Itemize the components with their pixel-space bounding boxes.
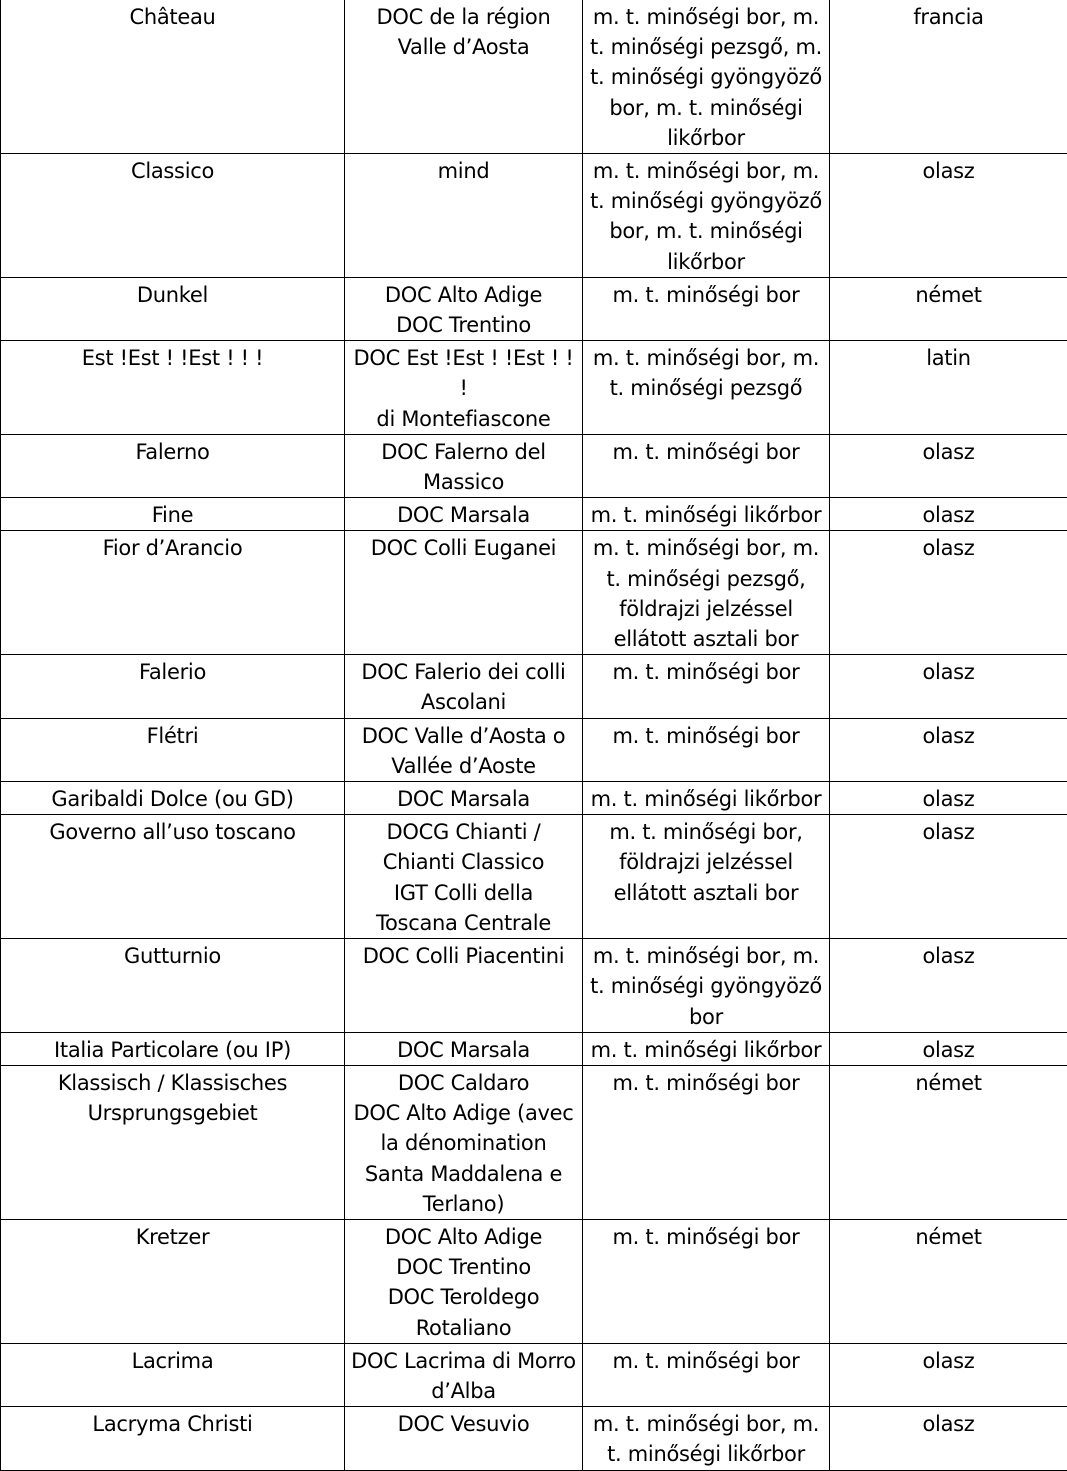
term-cell	[1, 341, 345, 435]
language-cell	[830, 531, 1067, 655]
category-cell-text: m. t. minőségi bor, földrajzi jelzéssel ellátott asztali bor	[585, 817, 827, 908]
category-cell	[583, 1065, 830, 1219]
term-cell	[1, 0, 345, 154]
table-row	[1, 1407, 1067, 1470]
term-cell	[1, 939, 345, 1033]
category-cell	[583, 939, 830, 1033]
language-cell-text: olasz	[832, 533, 1065, 563]
term-cell-text: Dunkel	[3, 280, 342, 310]
language-cell	[830, 154, 1067, 278]
table-row	[1, 939, 1067, 1033]
category-cell-text: m. t. minőségi bor, m. t. minőségi pezsgő	[585, 343, 827, 403]
wines-cell-text: DOC Alto Adige DOC Trentino DOC Teroldego Rotaliano	[347, 1222, 580, 1343]
language-cell-text: német	[832, 280, 1065, 310]
wines-cell-text: DOC Falerio dei colli Ascolani	[347, 657, 580, 717]
term-cell	[1, 655, 345, 718]
term-cell-text: Gutturnio	[3, 941, 342, 971]
category-cell-text: m. t. minőségi bor	[585, 657, 827, 687]
language-cell-text: német	[832, 1068, 1065, 1098]
language-cell-text: olasz	[832, 156, 1065, 186]
category-cell-text: m. t. minőségi bor	[585, 721, 827, 751]
table-row	[1, 277, 1067, 340]
category-cell	[583, 1032, 830, 1065]
table-row	[1, 782, 1067, 815]
category-cell-text: m. t. minőségi bor	[585, 280, 827, 310]
category-cell	[583, 1343, 830, 1406]
language-cell-text: olasz	[832, 941, 1065, 971]
language-cell	[830, 1065, 1067, 1219]
table-row	[1, 154, 1067, 278]
language-cell	[830, 718, 1067, 781]
wines-cell-text: DOC Valle d’Aosta o Vallée d’Aoste	[347, 721, 580, 781]
language-cell	[830, 655, 1067, 718]
wines-cell	[345, 1065, 583, 1219]
wines-cell-text: DOC Marsala	[347, 1035, 580, 1065]
category-cell	[583, 498, 830, 531]
table-row	[1, 531, 1067, 655]
table-row	[1, 1219, 1067, 1343]
language-cell-text: olasz	[832, 1035, 1065, 1065]
wines-cell	[345, 1343, 583, 1406]
language-cell	[830, 1407, 1067, 1470]
category-cell	[583, 1407, 830, 1470]
language-cell	[830, 1032, 1067, 1065]
term-cell-text: Italia Particolare (ou IP)	[3, 1035, 342, 1065]
category-cell-text: m. t. minőségi likőrbor	[585, 1035, 827, 1065]
wines-cell-text: DOCG Chianti / Chianti Classico IGT Colli della Toscana Centrale	[347, 817, 580, 938]
wines-cell-text: DOC Caldaro DOC Alto Adige (avec la dénomination Santa Maddalena e Terlano)	[347, 1068, 580, 1219]
table-row	[1, 655, 1067, 718]
wines-cell	[345, 1407, 583, 1470]
category-cell-text: m. t. minőségi bor, m. t. minőségi pezsgő, m. t. minőségi gyöngyöző bor, m. t. minőségi likőrbor	[585, 2, 827, 153]
language-cell-text: olasz	[832, 657, 1065, 687]
language-cell-text: olasz	[832, 817, 1065, 847]
term-cell-text: Garibaldi Dolce (ou GD)	[3, 784, 342, 814]
category-cell	[583, 655, 830, 718]
category-cell-text: m. t. minőségi bor, m. t. minőségi likőrbor	[585, 1409, 827, 1469]
wines-cell	[345, 718, 583, 781]
category-cell	[583, 154, 830, 278]
wines-cell-text: DOC Falerno del Massico	[347, 437, 580, 497]
wines-cell	[345, 655, 583, 718]
term-cell-text: Governo all’uso toscano	[3, 817, 342, 847]
category-cell-text: m. t. minőségi likőrbor	[585, 500, 827, 530]
table-row	[1, 815, 1067, 939]
term-cell-text: Lacrima	[3, 1346, 342, 1376]
term-cell	[1, 1219, 345, 1343]
term-cell-text: Fine	[3, 500, 342, 530]
language-cell-text: francia	[832, 2, 1065, 32]
term-cell	[1, 154, 345, 278]
wines-cell	[345, 939, 583, 1033]
table-body	[1, 0, 1067, 1470]
category-cell-text: m. t. minőségi bor, m. t. minőségi gyöngyöző bor, m. t. minőségi likőrbor	[585, 156, 827, 277]
wines-cell-text: DOC Marsala	[347, 784, 580, 814]
language-cell	[830, 939, 1067, 1033]
category-cell-text: m. t. minőségi bor	[585, 1222, 827, 1252]
term-cell	[1, 1065, 345, 1219]
wines-cell	[345, 0, 583, 154]
language-cell	[830, 782, 1067, 815]
term-cell-text: Falerio	[3, 657, 342, 687]
term-cell	[1, 1343, 345, 1406]
category-cell-text: m. t. minőségi likőrbor	[585, 784, 827, 814]
language-cell	[830, 1219, 1067, 1343]
term-cell-text: Lacryma Christi	[3, 1409, 342, 1439]
category-cell-text: m. t. minőségi bor	[585, 437, 827, 467]
wines-cell-text: DOC Alto Adige DOC Trentino	[347, 280, 580, 340]
term-cell-text: Est !Est ! !Est ! ! !	[3, 343, 342, 373]
language-cell	[830, 498, 1067, 531]
wines-cell	[345, 341, 583, 435]
term-cell	[1, 815, 345, 939]
term-cell	[1, 434, 345, 497]
table-row	[1, 341, 1067, 435]
term-cell	[1, 1407, 345, 1470]
term-cell-text: Kretzer	[3, 1222, 342, 1252]
wines-cell-text: mind	[347, 156, 580, 186]
language-cell-text: latin	[832, 343, 1065, 373]
wines-cell-text: DOC Colli Piacentini	[347, 941, 580, 971]
category-cell-text: m. t. minőségi bor, m. t. minőségi gyöngyöző bor	[585, 941, 827, 1032]
language-cell-text: olasz	[832, 500, 1065, 530]
wines-cell-text: DOC Est !Est ! !Est ! ! ! di Montefiascone	[347, 343, 580, 434]
term-cell-text: Falerno	[3, 437, 342, 467]
term-cell	[1, 1032, 345, 1065]
term-cell-text: Château	[3, 2, 342, 32]
table-row	[1, 1343, 1067, 1406]
language-cell-text: olasz	[832, 1409, 1065, 1439]
wines-cell-text: DOC de la région Valle d’Aosta	[347, 2, 580, 62]
wines-cell	[345, 277, 583, 340]
term-cell-text: Classico	[3, 156, 342, 186]
category-cell	[583, 0, 830, 154]
language-cell-text: olasz	[832, 1346, 1065, 1376]
wines-cell	[345, 782, 583, 815]
table-row	[1, 498, 1067, 531]
term-cell	[1, 498, 345, 531]
wines-cell-text: DOC Colli Euganei	[347, 533, 580, 563]
language-cell-text: német	[832, 1222, 1065, 1252]
category-cell-text: m. t. minőségi bor, m. t. minőségi pezsgő, földrajzi jelzéssel ellátott asztali bor	[585, 533, 827, 654]
category-cell	[583, 531, 830, 655]
table-row	[1, 1032, 1067, 1065]
term-cell	[1, 531, 345, 655]
term-cell	[1, 277, 345, 340]
language-cell	[830, 434, 1067, 497]
wines-cell	[345, 1219, 583, 1343]
category-cell-text: m. t. minőségi bor	[585, 1068, 827, 1098]
term-cell	[1, 782, 345, 815]
table-row	[1, 0, 1067, 154]
language-cell	[830, 0, 1067, 154]
language-cell-text: olasz	[832, 784, 1065, 814]
wines-cell	[345, 531, 583, 655]
term-cell	[1, 718, 345, 781]
language-cell	[830, 815, 1067, 939]
category-cell	[583, 1219, 830, 1343]
wines-cell	[345, 434, 583, 497]
term-cell-text: Klassisch / Klassisches Ursprungsgebiet	[3, 1068, 342, 1128]
category-cell	[583, 277, 830, 340]
wines-cell-text: DOC Lacrima di Morro d’Alba	[347, 1346, 580, 1406]
category-cell	[583, 815, 830, 939]
table-row	[1, 1065, 1067, 1219]
category-cell	[583, 341, 830, 435]
wines-cell	[345, 815, 583, 939]
term-cell-text: Fior d’Arancio	[3, 533, 342, 563]
table-row	[1, 434, 1067, 497]
wines-cell	[345, 154, 583, 278]
table-row	[1, 718, 1067, 781]
language-cell-text: olasz	[832, 437, 1065, 467]
language-cell	[830, 1343, 1067, 1406]
language-cell	[830, 341, 1067, 435]
language-cell	[830, 277, 1067, 340]
wines-cell	[345, 1032, 583, 1065]
wines-cell	[345, 498, 583, 531]
category-cell	[583, 434, 830, 497]
category-cell-text: m. t. minőségi bor	[585, 1346, 827, 1376]
category-cell	[583, 782, 830, 815]
wines-cell-text: DOC Vesuvio	[347, 1409, 580, 1439]
category-cell	[583, 718, 830, 781]
language-cell-text: olasz	[832, 721, 1065, 751]
wines-cell-text: DOC Marsala	[347, 500, 580, 530]
term-cell-text: Flétri	[3, 721, 342, 751]
